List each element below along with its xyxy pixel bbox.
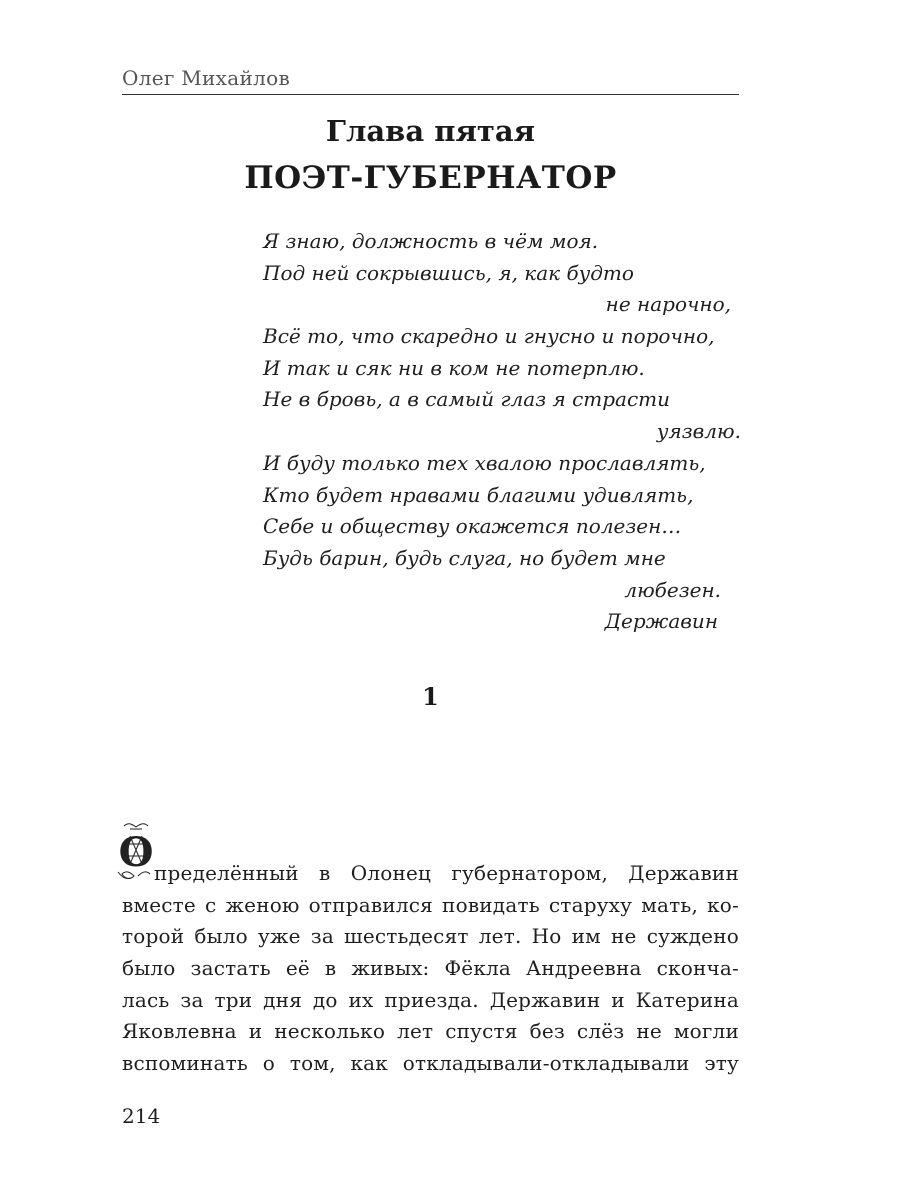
page-number: 214 <box>122 1104 161 1128</box>
body-line: вспоминать о том, как откладывали-откладывали эту <box>122 1051 739 1076</box>
body-line: Яковлевна и несколько лет спустя без слёз не могли <box>122 1019 739 1044</box>
epigraph-line: Кто будет нравами благими удивлять, <box>263 482 694 507</box>
epigraph-line: Будь барин, будь слуга, но будет мне <box>263 545 666 570</box>
epigraph-line: Не в бровь, а в самый глаз я страсти <box>263 387 671 412</box>
epigraph-line: Под ней сокрывшись, я, как будто <box>263 260 634 285</box>
epigraph-line-continuation: любезен. <box>624 577 721 602</box>
epigraph-line-continuation: уязвлю. <box>656 419 741 444</box>
epigraph <box>263 226 743 638</box>
body-line: вместе с женою отправился повидать старуху мать, ко- <box>122 892 739 917</box>
epigraph-author: Державин <box>604 609 718 634</box>
header-rule <box>122 94 739 95</box>
epigraph-line: Себе и обществу окажется полезен… <box>263 514 682 539</box>
chapter-label: Глава пятая <box>325 114 536 148</box>
chapter-title: ПОЭТ-ГУБЕРНАТОР <box>244 160 617 196</box>
body-line: торой было уже за шестьдесят лет. Но им не суждено <box>122 924 739 949</box>
epigraph-line-continuation: не нарочно, <box>605 292 731 317</box>
epigraph-line: И буду только тех хвалою прославлять, <box>263 450 706 475</box>
body-line: было застать её в живых: Фёкла Андреевна сконча- <box>122 956 739 981</box>
epigraph-line: И так и сяк ни в ком не потерплю. <box>263 355 645 380</box>
epigraph-line: Я знаю, должность в чём моя. <box>263 229 599 253</box>
section-number: 1 <box>422 682 439 711</box>
body-line: пределённый в Олонец губернатором, Державин <box>154 861 739 885</box>
body-paragraph <box>122 858 739 1080</box>
running-head-author: Олег Михайлов <box>122 66 291 90</box>
epigraph-line: Всё то, что скаредно и гнусно и порочно, <box>263 324 715 349</box>
body-line: лась за три дня до их приезда. Державин и Катерина <box>122 987 739 1012</box>
dropcap-letter: О <box>118 829 154 876</box>
